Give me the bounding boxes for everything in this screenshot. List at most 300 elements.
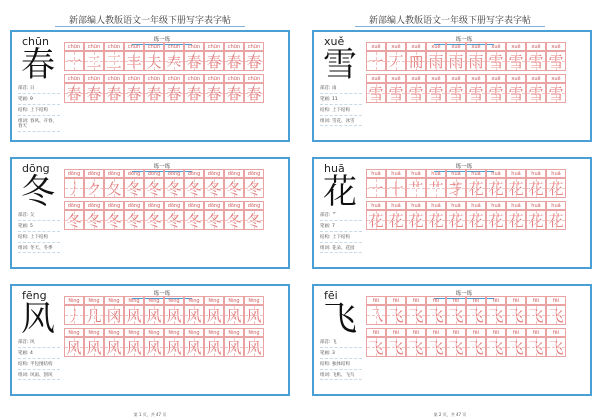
pinyin-cell: huā: [486, 201, 506, 210]
pinyin-cell: fēi: [546, 296, 566, 305]
stroke-step-cell: 三: [104, 51, 124, 71]
pinyin-cell: dōng: [184, 169, 204, 178]
pinyin-cell: fēng: [204, 328, 224, 337]
stroke-step-cell: 丰: [124, 51, 144, 71]
pinyin-cell: chūn: [124, 74, 144, 83]
radical-info: 部首: 雨: [320, 86, 362, 94]
stroke-step-cell: 花: [526, 178, 546, 198]
character-card-hua: [312, 157, 592, 269]
tracing-cell: 雪: [466, 83, 486, 103]
stroke-step-cell: 雪: [526, 51, 546, 71]
character-card-fei: [312, 284, 592, 396]
title-divider: [355, 26, 545, 27]
practice-label: 练一练: [434, 35, 494, 45]
practice-grid: [366, 169, 586, 230]
tracing-cell: 风: [164, 337, 184, 357]
strokes-info: 笔画: 5: [18, 224, 60, 232]
tracing-cell: 春: [224, 83, 244, 103]
pinyin-cell: fēng: [104, 296, 124, 305]
tracing-cell: 风: [64, 337, 84, 357]
tracing-cell: 冬: [104, 210, 124, 230]
structure-info: 结构: 上下结构: [320, 108, 362, 116]
pinyin-cell: chūn: [204, 42, 224, 51]
tracing-cell: 花: [466, 210, 486, 230]
pinyin-cell: chūn: [104, 74, 124, 83]
pinyin-cell: xuě: [526, 74, 546, 83]
tracing-cell: 冬: [124, 210, 144, 230]
model-character: 风: [21, 299, 55, 339]
pinyin-cell: chūn: [144, 74, 164, 83]
stroke-order-row: [366, 178, 586, 198]
character-card-chun: [10, 30, 290, 142]
tracing-cell: 雪: [446, 83, 466, 103]
stroke-step-cell: 雪: [506, 51, 526, 71]
pinyin-cell: fēng: [84, 296, 104, 305]
practice-label: 练一练: [132, 162, 192, 172]
stroke-step-cell: 二: [84, 51, 104, 71]
pinyin-cell: chūn: [244, 42, 264, 51]
radical-info: 部首: 风: [18, 340, 60, 348]
stroke-step-cell: 春: [204, 51, 224, 71]
pinyin-cell: dōng: [184, 201, 204, 210]
pinyin-row: [64, 74, 284, 83]
pinyin-label: huā: [324, 162, 345, 175]
pinyin-cell: fēng: [124, 328, 144, 337]
tracing-row: [366, 210, 586, 230]
pinyin-label: fēng: [22, 289, 47, 302]
stroke-step-cell: 风: [204, 305, 224, 325]
pinyin-row: [64, 328, 284, 337]
tracing-row: [64, 210, 284, 230]
pinyin-cell: chūn: [164, 42, 184, 51]
stroke-step-cell: 冬: [224, 178, 244, 198]
stroke-order-row: [366, 51, 586, 71]
pinyin-cell: dōng: [104, 169, 124, 178]
pinyin-cell: fēng: [184, 328, 204, 337]
tracing-cell: 花: [506, 210, 526, 230]
pinyin-label: xuě: [324, 35, 345, 48]
practice-label: 练一练: [434, 289, 494, 299]
pinyin-row: [64, 201, 284, 210]
tracing-cell: 飞: [406, 337, 426, 357]
stroke-step-cell: 冬: [204, 178, 224, 198]
pinyin-cell: huā: [406, 201, 426, 210]
pinyin-cell: fēi: [446, 328, 466, 337]
model-character: 花: [323, 172, 357, 212]
stroke-step-cell: 雪: [486, 51, 506, 71]
tracing-cell: 飞: [426, 337, 446, 357]
page-title: 新部编人教版语文一年级下册写字表字帖: [68, 16, 231, 26]
pinyin-cell: fēi: [406, 296, 426, 305]
tracing-cell: 花: [386, 210, 406, 230]
practice-label: 练一练: [434, 162, 494, 172]
pinyin-row: [64, 42, 284, 51]
tracing-cell: 花: [366, 210, 386, 230]
strokes-info: 笔画: 3: [320, 351, 362, 359]
practice-grid: [366, 296, 586, 357]
pinyin-cell: chūn: [224, 74, 244, 83]
stroke-step-cell: 飞: [386, 305, 406, 325]
pinyin-cell: fēng: [224, 296, 244, 305]
tracing-cell: 飞: [366, 337, 386, 357]
stroke-step-cell: 冬: [244, 178, 264, 198]
practice-label: 练一练: [132, 289, 192, 299]
stroke-step-cell: 飞: [406, 305, 426, 325]
pinyin-row: [366, 42, 586, 51]
pinyin-cell: fēng: [64, 328, 84, 337]
character-info: [18, 86, 60, 135]
stroke-step-cell: 飞: [446, 305, 466, 325]
tracing-cell: 风: [244, 337, 264, 357]
stroke-step-cell: 丿: [64, 178, 84, 198]
pinyin-cell: fēi: [506, 328, 526, 337]
tracing-cell: 飞: [506, 337, 526, 357]
stroke-step-cell: 雪: [546, 51, 566, 71]
radical-info: 部首: 飞: [320, 340, 362, 348]
pinyin-cell: chūn: [124, 42, 144, 51]
tracing-cell: 花: [486, 210, 506, 230]
tracing-cell: 风: [104, 337, 124, 357]
tracing-cell: 冬: [184, 210, 204, 230]
model-character: 飞: [323, 299, 357, 339]
tracing-cell: 风: [144, 337, 164, 357]
tracing-cell: 冬: [84, 210, 104, 230]
model-character: 雪: [323, 45, 357, 85]
words-info: 组词: 花朵、花园: [320, 246, 362, 254]
stroke-step-cell: 花: [486, 178, 506, 198]
pinyin-cell: dōng: [84, 201, 104, 210]
pinyin-cell: huā: [406, 169, 426, 178]
pinyin-cell: huā: [366, 201, 386, 210]
pinyin-row: [366, 328, 586, 337]
stroke-step-cell: 飞: [486, 305, 506, 325]
stroke-step-cell: 飞: [526, 305, 546, 325]
pinyin-cell: xuě: [526, 42, 546, 51]
tracing-cell: 花: [446, 210, 466, 230]
stroke-step-cell: 冬: [184, 178, 204, 198]
tracing-cell: 冬: [244, 210, 264, 230]
pinyin-cell: fēng: [184, 296, 204, 305]
pinyin-cell: dōng: [244, 169, 264, 178]
stroke-step-cell: 春: [184, 51, 204, 71]
model-character: 冬: [21, 172, 55, 212]
character-card-feng: [10, 284, 290, 396]
pinyin-cell: dōng: [144, 169, 164, 178]
title-divider: [55, 26, 245, 27]
pinyin-row: [366, 296, 586, 305]
stroke-step-cell: 𦬁: [446, 178, 466, 198]
tracing-cell: 雪: [406, 83, 426, 103]
character-info: [320, 340, 362, 383]
pinyin-cell: huā: [526, 201, 546, 210]
tracing-cell: 春: [164, 83, 184, 103]
tracing-cell: 风: [124, 337, 144, 357]
stroke-step-cell: 𡗗: [164, 51, 184, 71]
pinyin-cell: fēi: [446, 296, 466, 305]
tracing-cell: 花: [426, 210, 446, 230]
tracing-cell: 雪: [386, 83, 406, 103]
tracing-cell: 飞: [546, 337, 566, 357]
pinyin-cell: fēi: [406, 328, 426, 337]
pinyin-cell: xuě: [506, 74, 526, 83]
stroke-step-cell: 雨: [426, 51, 446, 71]
stroke-step-cell: 十: [386, 178, 406, 198]
page-footer: 第 2 页，共 47 页: [433, 412, 467, 417]
character-info: [320, 86, 362, 129]
pinyin-cell: dōng: [164, 169, 184, 178]
pinyin-cell: fēi: [506, 296, 526, 305]
pinyin-cell: huā: [486, 169, 506, 178]
stroke-order-row: [64, 305, 284, 325]
stroke-step-cell: 夫: [144, 51, 164, 71]
tracing-cell: 冬: [64, 210, 84, 230]
pinyin-cell: huā: [426, 169, 446, 178]
stroke-step-cell: 丆: [386, 51, 406, 71]
tracing-cell: 飞: [386, 337, 406, 357]
pinyin-cell: fēng: [164, 296, 184, 305]
pinyin-cell: huā: [546, 169, 566, 178]
pinyin-row: [64, 169, 284, 178]
pinyin-cell: huā: [386, 169, 406, 178]
page-footer: 第 1 页，共 47 页: [133, 412, 167, 417]
pinyin-cell: huā: [506, 201, 526, 210]
words-info: 组词: 飞机、飞鸟: [320, 373, 362, 381]
pinyin-cell: fēng: [124, 296, 144, 305]
tracing-cell: 雪: [426, 83, 446, 103]
pinyin-cell: xuě: [426, 42, 446, 51]
tracing-cell: 春: [124, 83, 144, 103]
radical-info: 部首: 日: [18, 86, 60, 94]
strokes-info: 笔画: 11: [320, 97, 362, 105]
pinyin-cell: dōng: [124, 169, 144, 178]
strokes-info: 笔画: 9: [18, 97, 60, 105]
pinyin-cell: fēi: [546, 328, 566, 337]
pinyin-cell: xuě: [446, 42, 466, 51]
stroke-step-cell: 春: [224, 51, 244, 71]
pinyin-cell: dōng: [84, 169, 104, 178]
stroke-order-row: [64, 178, 284, 198]
pinyin-cell: dōng: [224, 169, 244, 178]
pinyin-cell: dōng: [64, 201, 84, 210]
character-card-xue: [312, 30, 592, 142]
stroke-step-cell: 一: [64, 51, 84, 71]
stroke-step-cell: 乁: [366, 305, 386, 325]
pinyin-cell: fēi: [486, 328, 506, 337]
tracing-cell: 飞: [446, 337, 466, 357]
pinyin-cell: dōng: [204, 201, 224, 210]
tracing-cell: 雪: [526, 83, 546, 103]
pinyin-cell: fēi: [386, 296, 406, 305]
strokes-info: 笔画: 7: [320, 224, 362, 232]
stroke-step-cell: 一: [366, 178, 386, 198]
pinyin-cell: fēi: [386, 328, 406, 337]
practice-grid: [64, 296, 284, 357]
stroke-step-cell: 艹: [406, 178, 426, 198]
words-info: 组词: 风雨、刮风: [18, 373, 60, 381]
pinyin-cell: fēi: [466, 328, 486, 337]
pinyin-cell: huā: [506, 169, 526, 178]
pinyin-cell: xuě: [546, 74, 566, 83]
pinyin-cell: chūn: [64, 74, 84, 83]
pinyin-cell: chūn: [84, 42, 104, 51]
pinyin-cell: xuě: [426, 74, 446, 83]
stroke-step-cell: 𠕁: [406, 51, 426, 71]
pinyin-cell: huā: [546, 201, 566, 210]
pinyin-cell: huā: [446, 169, 466, 178]
pinyin-cell: fēi: [526, 328, 546, 337]
stroke-step-cell: 风: [164, 305, 184, 325]
pinyin-cell: chūn: [164, 74, 184, 83]
tracing-cell: 冬: [144, 210, 164, 230]
character-info: [320, 213, 362, 256]
pinyin-cell: dōng: [144, 201, 164, 210]
pinyin-cell: huā: [466, 201, 486, 210]
pinyin-cell: chūn: [184, 42, 204, 51]
pinyin-cell: dōng: [104, 201, 124, 210]
stroke-step-cell: 艹: [426, 178, 446, 198]
tracing-cell: 春: [104, 83, 124, 103]
tracing-cell: 花: [546, 210, 566, 230]
tracing-cell: 春: [64, 83, 84, 103]
pinyin-cell: dōng: [164, 201, 184, 210]
pinyin-cell: huā: [426, 201, 446, 210]
stroke-step-cell: 几: [84, 305, 104, 325]
stroke-step-cell: 风: [124, 305, 144, 325]
character-card-dong: [10, 157, 290, 269]
pinyin-cell: huā: [366, 169, 386, 178]
pinyin-cell: fēng: [104, 328, 124, 337]
pinyin-cell: xuě: [406, 74, 426, 83]
pinyin-cell: fēng: [144, 296, 164, 305]
pinyin-cell: xuě: [506, 42, 526, 51]
stroke-step-cell: 飞: [426, 305, 446, 325]
pinyin-row: [366, 169, 586, 178]
pinyin-cell: fēng: [164, 328, 184, 337]
stroke-step-cell: 冬: [124, 178, 144, 198]
stroke-step-cell: 花: [466, 178, 486, 198]
stroke-step-cell: 夂: [104, 178, 124, 198]
pinyin-cell: fēng: [224, 328, 244, 337]
pinyin-cell: chūn: [84, 74, 104, 83]
stroke-step-cell: ク: [84, 178, 104, 198]
pinyin-cell: fēng: [64, 296, 84, 305]
practice-grid: [64, 169, 284, 230]
tracing-cell: 风: [184, 337, 204, 357]
tracing-cell: 花: [526, 210, 546, 230]
pinyin-cell: xuě: [546, 42, 566, 51]
pinyin-row: [366, 201, 586, 210]
pinyin-cell: fēng: [144, 328, 164, 337]
tracing-row: [64, 337, 284, 357]
pinyin-row: [64, 296, 284, 305]
tracing-cell: 冬: [164, 210, 184, 230]
pinyin-cell: huā: [446, 201, 466, 210]
pinyin-cell: fēng: [244, 328, 264, 337]
pinyin-cell: xuě: [386, 42, 406, 51]
stroke-step-cell: 冈: [104, 305, 124, 325]
tracing-cell: 飞: [466, 337, 486, 357]
strokes-info: 笔画: 4: [18, 351, 60, 359]
stroke-step-cell: 风: [144, 305, 164, 325]
practice-grid: [64, 42, 284, 103]
structure-info: 结构: 上下结构: [18, 235, 60, 243]
radical-info: 部首: 艹: [320, 213, 362, 221]
pinyin-cell: chūn: [244, 74, 264, 83]
radical-info: 部首: 夂: [18, 213, 60, 221]
pinyin-cell: xuě: [386, 74, 406, 83]
stroke-step-cell: 春: [244, 51, 264, 71]
pinyin-cell: xuě: [366, 42, 386, 51]
pinyin-cell: chūn: [224, 42, 244, 51]
structure-info: 结构: 上下结构: [18, 108, 60, 116]
pinyin-cell: dōng: [124, 201, 144, 210]
tracing-cell: 雪: [366, 83, 386, 103]
pinyin-cell: fēng: [204, 296, 224, 305]
tracing-row: [366, 83, 586, 103]
pinyin-cell: dōng: [64, 169, 84, 178]
stroke-step-cell: 风: [184, 305, 204, 325]
tracing-cell: 春: [244, 83, 264, 103]
structure-info: 结构: 独体结构: [320, 362, 362, 370]
tracing-cell: 飞: [486, 337, 506, 357]
stroke-step-cell: 丿: [64, 305, 84, 325]
character-info: [18, 213, 60, 256]
tracing-row: [366, 337, 586, 357]
practice-label: 练一练: [132, 35, 192, 45]
tracing-cell: 雪: [546, 83, 566, 103]
pinyin-cell: fēng: [244, 296, 264, 305]
model-character: 春: [21, 45, 55, 85]
pinyin-label: fēi: [324, 289, 338, 302]
structure-info: 结构: 上下结构: [320, 235, 362, 243]
stroke-step-cell: 花: [506, 178, 526, 198]
pinyin-cell: xuě: [466, 42, 486, 51]
stroke-order-row: [366, 305, 586, 325]
pinyin-cell: fēi: [466, 296, 486, 305]
pinyin-cell: fēi: [366, 328, 386, 337]
tracing-cell: 冬: [204, 210, 224, 230]
tracing-cell: 雪: [486, 83, 506, 103]
stroke-step-cell: 冬: [144, 178, 164, 198]
stroke-step-cell: 飞: [466, 305, 486, 325]
pinyin-cell: fēng: [84, 328, 104, 337]
pinyin-cell: huā: [526, 169, 546, 178]
pinyin-cell: dōng: [224, 201, 244, 210]
structure-info: 结构: 半包围结构: [18, 362, 60, 370]
character-info: [18, 340, 60, 383]
tracing-cell: 花: [406, 210, 426, 230]
pinyin-cell: xuě: [446, 74, 466, 83]
tracing-cell: 冬: [224, 210, 244, 230]
pinyin-cell: xuě: [366, 74, 386, 83]
pinyin-cell: chūn: [104, 42, 124, 51]
tracing-cell: 春: [204, 83, 224, 103]
pinyin-cell: dōng: [244, 201, 264, 210]
stroke-step-cell: 雨: [446, 51, 466, 71]
stroke-step-cell: 风: [244, 305, 264, 325]
words-info: 组词: 冬天、冬季: [18, 246, 60, 254]
stroke-step-cell: 冬: [164, 178, 184, 198]
tracing-cell: 飞: [526, 337, 546, 357]
tracing-cell: 风: [204, 337, 224, 357]
tracing-cell: 春: [184, 83, 204, 103]
words-info: 组词: 雪花、冰雪: [320, 119, 362, 127]
pinyin-cell: chūn: [204, 74, 224, 83]
pinyin-row: [366, 74, 586, 83]
tracing-cell: 风: [84, 337, 104, 357]
pinyin-cell: fēi: [426, 328, 446, 337]
pinyin-cell: huā: [466, 169, 486, 178]
